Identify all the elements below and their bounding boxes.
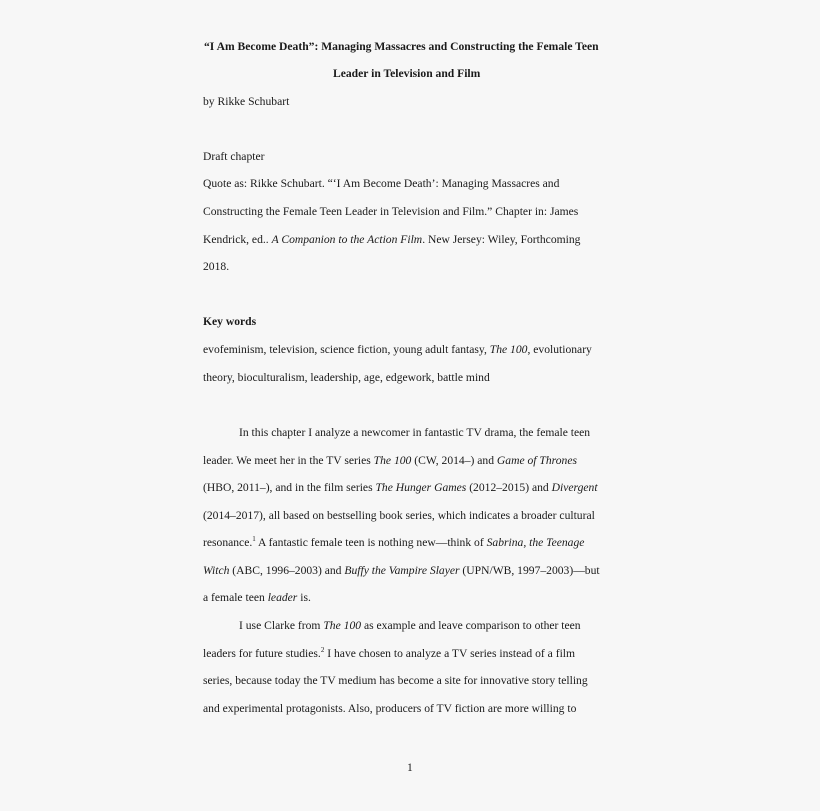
para-italic: The 100 xyxy=(323,619,362,632)
page-number: 1 xyxy=(407,761,413,774)
para-italic: The Hunger Games xyxy=(375,481,467,494)
para1-line-7 xyxy=(203,591,311,605)
para1-line-6 xyxy=(203,564,600,578)
title-line-2: Leader in Television and Film xyxy=(333,67,481,80)
keywords-heading: Key words xyxy=(203,315,257,328)
para2-line-3: series, because today the TV medium has become a site for innovative story telling xyxy=(203,674,588,687)
keywords-italic: The 100 xyxy=(489,343,528,356)
citation-text: Kendrick, ed.. xyxy=(203,233,272,246)
keywords-line-1 xyxy=(203,343,592,357)
para-text: A fantastic female teen is nothing new—think of xyxy=(255,536,487,549)
para-text: as example and leave comparison to other teen xyxy=(361,619,581,632)
keywords-text: evofeminism, television, science fiction, young adult fantasy, xyxy=(203,343,490,356)
para-italic: leader xyxy=(267,591,298,604)
para-text: (ABC, 1996–2003) and xyxy=(229,564,345,577)
citation-line-2: Constructing the Female Teen Leader in Television and Film.” Chapter in: James xyxy=(203,205,579,218)
para1-line-3 xyxy=(203,481,598,495)
para-text: (UPN/WB, 1997–2003)—but xyxy=(459,564,600,577)
para2-line-4: and experimental protagonists. Also, producers of TV fiction are more willing to xyxy=(203,702,577,715)
para-text: (2012–2015) and xyxy=(466,481,552,494)
citation-book-title: A Companion to the Action Film xyxy=(271,233,423,246)
keywords-line-2: theory, bioculturalism, leadership, age, edgework, battle mind xyxy=(203,371,490,384)
citation-line-1: Quote as: Rikke Schubart. “‘I Am Become Death’: Managing Massacres and xyxy=(203,177,560,190)
para-italic: The 100 xyxy=(373,454,412,467)
para-italic: Sabrina, the Teenage xyxy=(486,536,585,549)
para-text: resonance. xyxy=(203,536,253,549)
byline: by Rikke Schubart xyxy=(203,95,290,108)
para1-line-4: (2014–2017), all based on bestselling book series, which indicates a broader cultural xyxy=(203,509,595,522)
footnote-ref-2[interactable]: 2 xyxy=(320,646,325,654)
citation-text: . New Jersey: Wiley, Forthcoming xyxy=(422,233,581,246)
para-italic: Divergent xyxy=(551,481,598,494)
draft-label: Draft chapter xyxy=(203,150,265,163)
para-text: (CW, 2014–) and xyxy=(411,454,497,467)
para-text: (HBO, 2011–), and in the film series xyxy=(203,481,376,494)
para-text: is. xyxy=(297,591,311,604)
para-italic: Buffy the Vampire Slayer xyxy=(344,564,460,577)
keywords-text: , evolutionary xyxy=(527,343,592,356)
title-line-1: “I Am Become Death”: Managing Massacres and Constructing the Female Teen xyxy=(204,40,599,53)
para1-line-2 xyxy=(203,454,577,468)
para-italic: Game of Thrones xyxy=(496,454,578,467)
footnote-ref-1[interactable]: 1 xyxy=(252,535,256,543)
para1-line-5 xyxy=(203,536,584,550)
para-italic: Witch xyxy=(203,564,230,577)
para-text: I use Clarke from xyxy=(239,619,324,632)
para2-line-1 xyxy=(239,619,581,633)
citation-line-3 xyxy=(203,233,580,247)
para-text: a female teen xyxy=(203,591,268,604)
para-text: leaders for future studies. xyxy=(203,647,321,660)
para2-line-2 xyxy=(203,647,575,661)
citation-line-4: 2018. xyxy=(203,260,230,273)
para-text: I have chosen to analyze a TV series instead of a film xyxy=(324,647,576,660)
para1-line-1: In this chapter I analyze a newcomer in fantastic TV drama, the female teen xyxy=(239,426,591,439)
para-text: leader. We meet her in the TV series xyxy=(203,454,374,467)
